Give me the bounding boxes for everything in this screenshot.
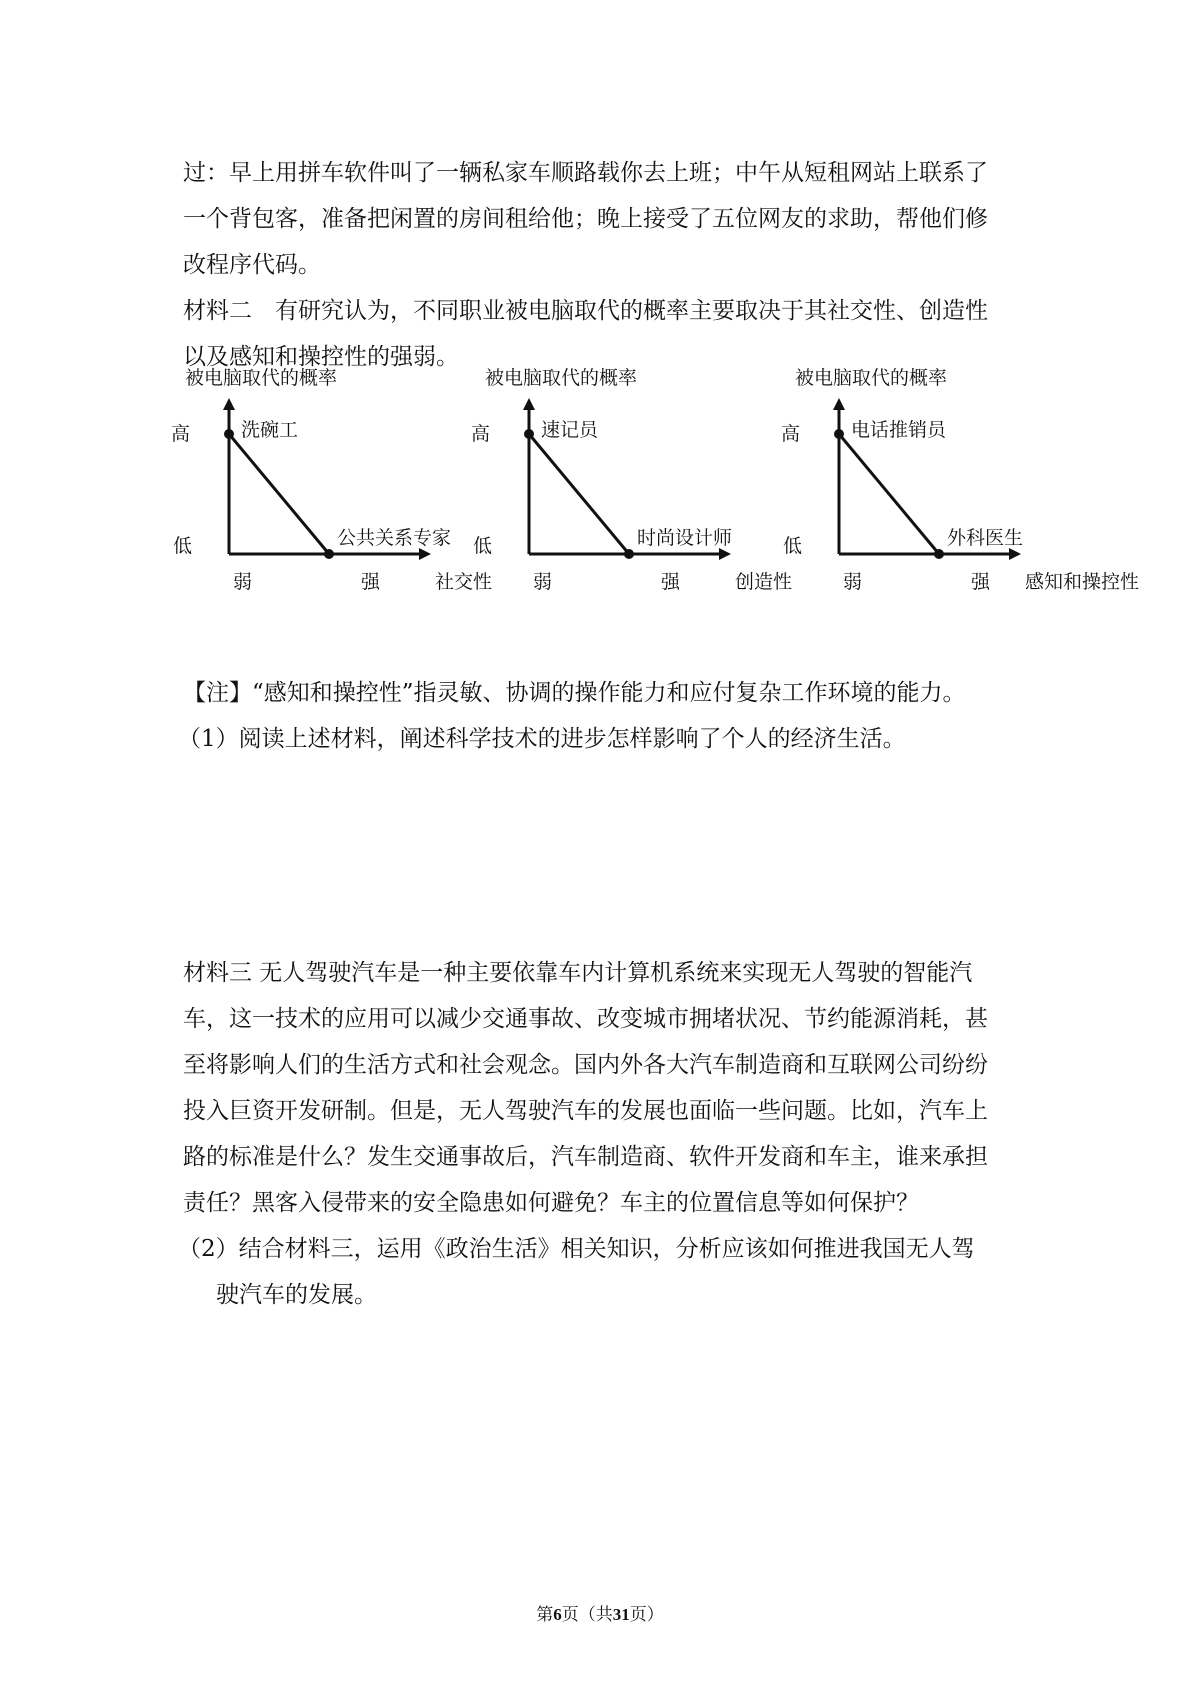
- intro-paragraph: [183, 150, 1033, 288]
- page-footer: [0, 1600, 1200, 1625]
- x-axis-arrow-icon: [719, 548, 731, 560]
- footer-middle: 页（共: [561, 1605, 613, 1625]
- text-line: 投入巨资开发研制。但是，无人驾驶汽车的发展也面临一些问题。比如，汽车上: [183, 1098, 988, 1124]
- x-axis-title: 社交性: [435, 571, 493, 593]
- text-line: 路的标准是什么？发生交通事故后，汽车制造商、软件开发商和车主，谁来承担: [183, 1144, 988, 1170]
- x-axis-arrow-icon: [1009, 548, 1021, 560]
- material-three-paragraph: [183, 950, 1033, 1226]
- series-line: [229, 434, 329, 554]
- text-line: 一个背包客，准备把闲置的房间租给他；晚上接受了五位网友的求助，帮他们修: [183, 206, 988, 232]
- data-point: [624, 549, 634, 559]
- data-point: [324, 549, 334, 559]
- x-tick-label: 弱: [843, 571, 863, 593]
- y-axis-arrow-icon: [523, 398, 535, 410]
- chart-creativity-svg: [471, 367, 795, 662]
- y-tick-label: 低: [173, 535, 193, 557]
- data-label: 外科医生: [947, 527, 1024, 549]
- x-axis-title: 创造性: [735, 571, 793, 593]
- y-axis-arrow-icon: [833, 398, 845, 410]
- data-label: 公共关系专家: [337, 527, 452, 549]
- y-axis-title: 被电脑取代的概率: [185, 367, 338, 389]
- note-paragraph: [183, 670, 1033, 716]
- y-tick-label: 高: [171, 423, 191, 445]
- y-tick-label: 高: [781, 423, 801, 445]
- data-label: 速记员: [541, 419, 599, 441]
- text-line: 以及感知和操控性的强弱。: [183, 344, 459, 370]
- question-one: [178, 716, 1028, 762]
- text-line: 材料二 有研究认为，不同职业被电脑取代的概率主要取决于其社交性、创造性: [183, 298, 988, 324]
- chart-perception: [781, 367, 1140, 662]
- text-line: 责任？黑客入侵带来的安全隐患如何避免？车主的位置信息等如何保护？: [183, 1190, 919, 1216]
- x-tick-label: 弱: [533, 571, 553, 593]
- x-axis-arrow-icon: [419, 548, 431, 560]
- y-tick-label: 高: [471, 423, 491, 445]
- question-one-text: （1）阅读上述材料，阐述科学技术的进步怎样影响了个人的经济生活。: [178, 726, 906, 752]
- footer-total-pages: 31: [612, 1605, 630, 1624]
- x-axis-title: 感知和操控性: [1025, 571, 1140, 593]
- data-label: 电话推销员: [851, 419, 947, 441]
- text-line: 车，这一技术的应用可以减少交通事故、改变城市拥堵状况、节约能源消耗，甚: [183, 1006, 988, 1032]
- y-axis-title: 被电脑取代的概率: [795, 367, 948, 389]
- data-label: 洗碗工: [241, 419, 299, 441]
- chart-creativity: [471, 367, 795, 662]
- y-axis-title: 被电脑取代的概率: [485, 367, 638, 389]
- chart-group: [171, 367, 1145, 662]
- footer-suffix: 页）: [629, 1605, 664, 1625]
- data-label: 时尚设计师: [637, 527, 733, 549]
- text-line: 材料三 无人驾驶汽车是一种主要依靠车内计算机系统来实现无人驾驶的智能汽: [183, 960, 973, 986]
- x-tick-label: 弱: [233, 571, 253, 593]
- chart-social: [171, 367, 495, 662]
- data-point: [834, 429, 844, 439]
- chart-perception-svg: [781, 367, 1140, 662]
- x-tick-label: 强: [661, 571, 681, 593]
- note-text: 【注】“感知和操控性”指灵敏、协调的操作能力和应付复杂工作环境的能力。: [183, 680, 966, 706]
- question-two: [178, 1226, 1028, 1318]
- text-line: 至将影响人们的生活方式和社会观念。国内外各大汽车制造商和互联网公司纷纷: [183, 1052, 988, 1078]
- y-tick-label: 低: [783, 535, 803, 557]
- chart-social-svg: [171, 367, 495, 662]
- question-two-line: 驶汽车的发展。: [216, 1282, 377, 1308]
- x-tick-label: 强: [971, 571, 991, 593]
- y-tick-label: 低: [473, 535, 493, 557]
- data-point: [524, 429, 534, 439]
- data-point: [934, 549, 944, 559]
- footer-page-number: 6: [553, 1605, 562, 1624]
- footer-prefix: 第: [536, 1605, 554, 1625]
- text-line: 改程序代码。: [183, 252, 321, 278]
- series-line: [839, 434, 939, 554]
- text-line: 过：早上用拼车软件叫了一辆私家车顺路载你去上班；中午从短租网站上联系了: [183, 160, 988, 186]
- data-point: [224, 429, 234, 439]
- question-two-line: （2）结合材料三，运用《政治生活》相关知识，分析应该如何推进我国无人驾: [178, 1236, 975, 1262]
- y-axis-arrow-icon: [223, 398, 235, 410]
- x-tick-label: 强: [361, 571, 381, 593]
- series-line: [529, 434, 629, 554]
